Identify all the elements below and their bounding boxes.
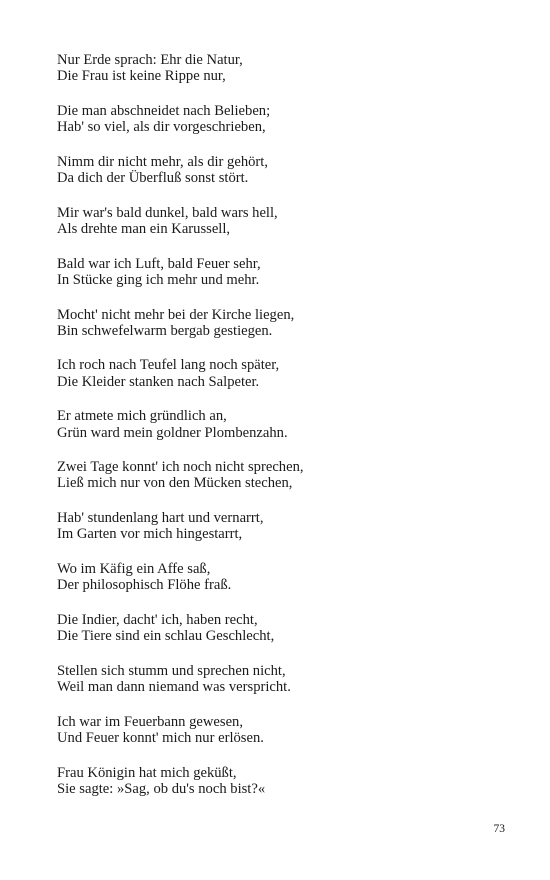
poem-line: Hab' so viel, als dir vorgeschrieben, xyxy=(57,119,266,136)
poem-line: Bin schwefelwarm bergab gestiegen. xyxy=(57,322,273,339)
stanza xyxy=(57,154,497,186)
poem-line: Weil man dann niemand was verspricht. xyxy=(57,679,291,696)
poem-line: Ließ mich nur von den Mücken stechen, xyxy=(57,475,293,492)
stanza xyxy=(57,205,497,237)
stanza xyxy=(57,52,497,84)
poem-line: Nur Erde sprach: Ehr die Natur, xyxy=(57,52,243,68)
poem-line: Der philosophisch Flöhe fraß. xyxy=(57,577,232,594)
poem-line: Die Frau ist keine Rippe nur, xyxy=(57,68,226,85)
stanza xyxy=(57,357,497,389)
poem-line: Und Feuer konnt' mich nur erlösen. xyxy=(57,729,264,746)
poem-line: Er atmete mich gründlich an, xyxy=(57,408,227,425)
stanza xyxy=(57,561,497,593)
poem-line: Mir war's bald dunkel, bald wars hell, xyxy=(57,204,278,221)
poem-line: Grün ward mein goldner Plombenzahn. xyxy=(57,424,288,441)
poem-text xyxy=(57,52,497,816)
stanza xyxy=(57,408,497,440)
page-number: 73 xyxy=(493,823,505,835)
poem-line: Mocht' nicht mehr bei der Kirche liegen, xyxy=(57,306,295,323)
poem-line: Die Tiere sind ein schlau Geschlecht, xyxy=(57,628,275,645)
stanza xyxy=(57,765,497,797)
stanza xyxy=(57,714,497,746)
poem-line: Ich roch nach Teufel lang noch später, xyxy=(57,357,280,374)
poem-line: Hab' stundenlang hart und vernarrt, xyxy=(57,510,264,527)
stanza xyxy=(57,256,497,288)
poem-line: Zwei Tage konnt' ich noch nicht sprechen, xyxy=(57,459,304,476)
stanza xyxy=(57,612,497,644)
stanza xyxy=(57,510,497,542)
poem-line: Die Kleider stanken nach Salpeter. xyxy=(57,373,260,390)
poem-line: In Stücke ging ich mehr und mehr. xyxy=(57,271,260,288)
poem-line: Wo im Käfig ein Affe saß, xyxy=(57,561,211,578)
poem-line: Die man abschneidet nach Belieben; xyxy=(57,102,271,119)
poem-line: Ich war im Feuerbann gewesen, xyxy=(57,713,243,730)
poem-line: Stellen sich stumm und sprechen nicht, xyxy=(57,662,286,679)
poem-line: Bald war ich Luft, bald Feuer sehr, xyxy=(57,255,261,272)
poem-line: Sie sagte: »Sag, ob du's noch bist?« xyxy=(57,780,266,797)
poem-line: Die Indier, dacht' ich, haben recht, xyxy=(57,611,258,628)
poem-line: Frau Königin hat mich geküßt, xyxy=(57,764,237,781)
stanza xyxy=(57,663,497,695)
stanza xyxy=(57,307,497,339)
stanza xyxy=(57,103,497,135)
poem-line: Nimm dir nicht mehr, als dir gehört, xyxy=(57,153,268,170)
poem-line: Als drehte man ein Karussell, xyxy=(57,220,231,237)
poem-line: Da dich der Überfluß sonst stört. xyxy=(57,170,249,187)
poem-line: Im Garten vor mich hingestarrt, xyxy=(57,526,243,543)
stanza xyxy=(57,459,497,491)
